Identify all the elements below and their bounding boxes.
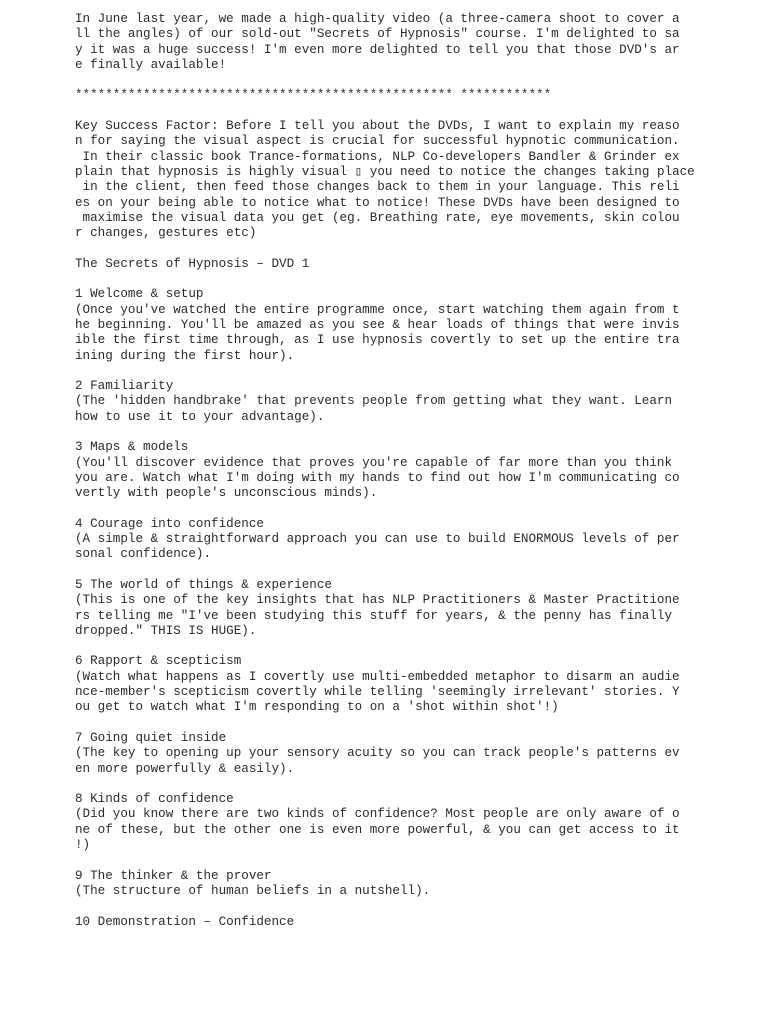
text-line: ining during the first hour). <box>75 348 295 363</box>
text-line: plain that hypnosis is highly visual ▯ you need to notice the changes taking place <box>75 164 695 179</box>
text-line: (The 'hidden handbrake' that prevents people from getting what they want. Learn <box>75 394 673 409</box>
text-line: ************************************************** ************ <box>75 88 552 103</box>
text-line: 1 Welcome & setup <box>75 287 204 302</box>
text-line: (Watch what happens as I covertly use multi-embedded metaphor to disarm an audie <box>75 669 680 684</box>
text-line: he beginning. You'll be amazed as you see & hear loads of things that were invis <box>75 317 680 332</box>
paragraph-gap <box>75 73 695 88</box>
paragraph-gap <box>75 716 695 731</box>
text-line: 7 Going quiet inside <box>75 730 227 745</box>
text-line: in the client, then feed those changes back to them in your language. This reli <box>75 180 680 195</box>
text-line: r changes, gestures etc) <box>75 226 257 241</box>
text-line: 8 Kinds of confidence <box>75 792 234 807</box>
text-line: en more powerfully & easily). <box>75 761 295 776</box>
text-line: nce-member's scepticism covertly while telling 'seemingly irrelevant' stories. Y <box>75 685 680 700</box>
paragraph-gap <box>75 853 695 868</box>
text-line: (The structure of human beliefs in a nutshell). <box>75 883 431 898</box>
text-line: ll the angles) of our sold-out "Secrets of Hypnosis" course. I'm delighted to sa <box>75 27 680 42</box>
text-paragraph <box>75 517 695 563</box>
text-paragraph <box>75 869 695 900</box>
text-line: In their classic book Trance-formations, NLP Co-developers Bandler & Grinder ex <box>75 149 680 164</box>
text-line: Key Success Factor: Before I tell you about the DVDs, I want to explain my reaso <box>75 119 680 134</box>
text-paragraph <box>75 915 695 930</box>
text-line: 3 Maps & models <box>75 440 189 455</box>
text-line: ible the first time through, as I use hypnosis covertly to set up the entire tra <box>75 333 680 348</box>
text-paragraph <box>75 257 695 272</box>
text-line: 2 Familiarity <box>75 379 174 394</box>
paragraph-gap <box>75 639 695 654</box>
text-paragraph <box>75 731 695 777</box>
text-line: es on your being able to notice what to notice! These DVDs have been designed to <box>75 195 680 210</box>
text-line: 5 The world of things & experience <box>75 577 332 592</box>
text-line: (The key to opening up your sensory acuity so you can track people's patterns ev <box>75 746 680 761</box>
text-line: ne of these, but the other one is even more powerful, & you can get access to it <box>75 822 680 837</box>
text-line: (Did you know there are two kinds of confidence? Most people are only aware of o <box>75 807 680 822</box>
text-line: (A simple & straightforward approach you can use to build ENORMOUS levels of per <box>75 532 680 547</box>
text-paragraph <box>75 287 695 363</box>
paragraph-gap <box>75 241 695 256</box>
text-line: (You'll discover evidence that proves you're capable of far more than you think <box>75 455 673 470</box>
text-line: dropped." THIS IS HUGE). <box>75 623 257 638</box>
paragraph-gap <box>75 502 695 517</box>
text-line: e finally available! <box>75 57 227 72</box>
text-line: you are. Watch what I'm doing with my hands to find out how I'm communicating co <box>75 470 680 485</box>
text-line: 10 Demonstration – Confidence <box>75 914 295 929</box>
text-paragraph <box>75 12 695 73</box>
text-line: The Secrets of Hypnosis – DVD 1 <box>75 256 310 271</box>
text-line: (This is one of the key insights that has NLP Practitioners & Master Practitione <box>75 593 680 608</box>
paragraph-gap <box>75 563 695 578</box>
text-paragraph <box>75 88 695 103</box>
text-paragraph <box>75 440 695 501</box>
text-paragraph <box>75 119 695 241</box>
paragraph-gap <box>75 425 695 440</box>
text-line: sonal confidence). <box>75 547 212 562</box>
paragraph-gap <box>75 899 695 914</box>
paragraph-gap <box>75 364 695 379</box>
text-paragraph <box>75 578 695 639</box>
text-line: 9 The thinker & the prover <box>75 868 272 883</box>
text-line: n for saying the visual aspect is crucial for successful hypnotic communication. <box>75 134 680 149</box>
text-line: vertly with people's unconscious minds). <box>75 486 378 501</box>
text-line: how to use it to your advantage). <box>75 409 325 424</box>
text-line: rs telling me "I've been studying this stuff for years, & the penny has finally <box>75 608 673 623</box>
text-line: !) <box>75 838 91 853</box>
text-line: maximise the visual data you get (eg. Breathing rate, eye movements, skin colou <box>75 210 680 225</box>
text-line: ou get to watch what I'm responding to on a 'shot within shot'!) <box>75 700 559 715</box>
paragraph-gap <box>75 104 695 119</box>
text-paragraph <box>75 792 695 853</box>
text-line: (Once you've watched the entire programme once, start watching them again from t <box>75 302 680 317</box>
text-line: y it was a huge success! I'm even more delighted to tell you that those DVD's ar <box>75 42 680 57</box>
paragraph-gap <box>75 777 695 792</box>
document-body <box>75 12 695 930</box>
paragraph-gap <box>75 272 695 287</box>
text-line: In June last year, we made a high-quality video (a three-camera shoot to cover a <box>75 12 680 26</box>
text-line: 4 Courage into confidence <box>75 516 264 531</box>
text-paragraph <box>75 654 695 715</box>
text-line: 6 Rapport & scepticism <box>75 654 242 669</box>
text-paragraph <box>75 379 695 425</box>
